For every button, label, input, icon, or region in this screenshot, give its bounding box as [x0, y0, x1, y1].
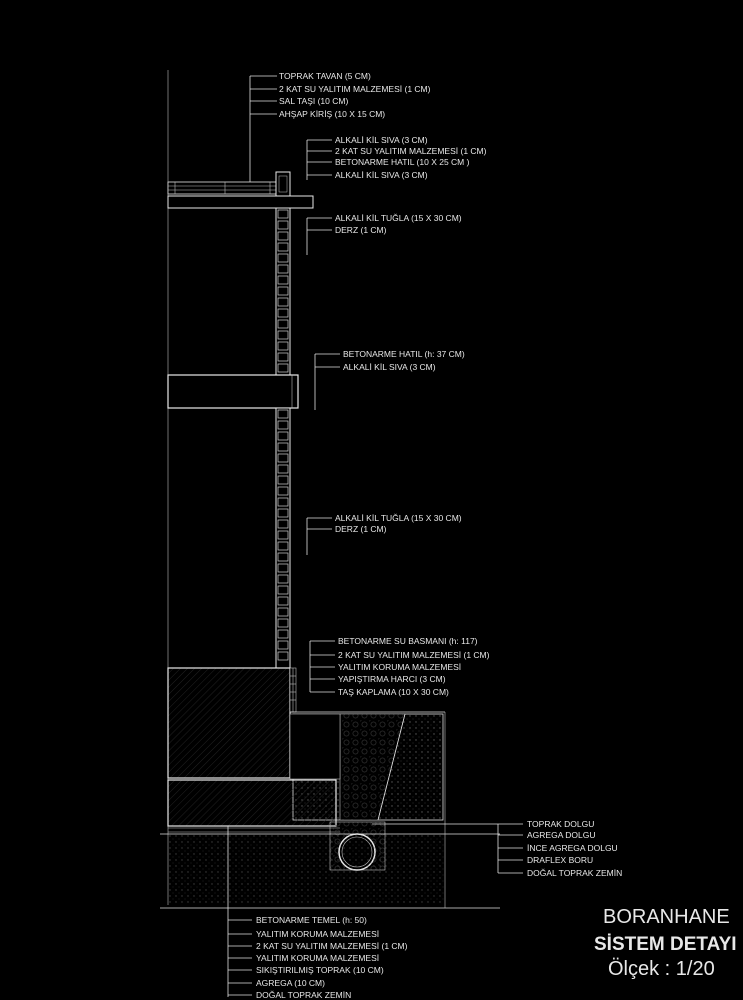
label-yalitim-koruma-2: YALITIM KORUMA MALZEMESİ [256, 953, 380, 963]
labels-plinth [338, 636, 490, 697]
label-betonarme-temel: BETONARME TEMEL (h: 50) [256, 915, 367, 925]
brick [278, 342, 288, 350]
brick [278, 553, 288, 561]
brick [278, 364, 288, 372]
brick [278, 542, 288, 550]
label-su-basmani: BETONARME SU BASMANI (h: 117) [338, 636, 478, 646]
brick [278, 476, 288, 484]
label-betonarme-hatil-mid: BETONARME HATIL (h: 37 CM) [343, 349, 465, 359]
label-derz-upper: DERZ (1 CM) [335, 225, 387, 235]
brick [278, 320, 288, 328]
labels-foundation [256, 915, 408, 1000]
labels-parapet [335, 135, 487, 180]
brick [278, 564, 288, 572]
brick [278, 410, 288, 418]
brick [278, 498, 288, 506]
brick [278, 353, 288, 361]
label-kil-siva-2: ALKALİ KİL SIVA (3 CM) [335, 170, 428, 180]
brick [278, 265, 288, 273]
label-agrega: AGREGA (10 CM) [256, 978, 325, 988]
brick [278, 210, 288, 218]
label-ince-agrega: İNCE AGREGA DOLGU [527, 843, 618, 853]
brick [278, 243, 288, 251]
title-sheet: SİSTEM DETAYI [594, 934, 737, 955]
label-kil-tugla-lower: ALKALİ KİL TUĞLA (15 X 30 CM) [335, 513, 462, 523]
brick [278, 254, 288, 262]
labels-lower-wall [335, 513, 462, 534]
brick-wall-upper [276, 208, 290, 375]
brick [278, 608, 288, 616]
title-project: BORANHANE [603, 906, 730, 928]
roof-assembly [168, 172, 313, 208]
labels-middle-beam [343, 349, 465, 372]
foundation [168, 780, 340, 832]
brick-wall-lower [276, 408, 290, 668]
brick [278, 331, 288, 339]
label-yapistirma-harci: YAPIŞTIRMA HARCI (3 CM) [338, 674, 446, 684]
brick [278, 443, 288, 451]
brick [278, 487, 288, 495]
brick [278, 465, 288, 473]
label-derz-lower: DERZ (1 CM) [335, 524, 387, 534]
brick [278, 641, 288, 649]
brick [278, 421, 288, 429]
title-block [594, 906, 737, 980]
brick [278, 221, 288, 229]
brick [278, 619, 288, 627]
plinth-wall [168, 668, 296, 778]
label-su-yalitim-plinth: 2 KAT SU YALITIM MALZEMESİ (1 CM) [338, 650, 490, 660]
brick [278, 232, 288, 240]
brick [278, 520, 288, 528]
label-sikistirilmis-toprak: SIKIŞTIRILMIŞ TOPRAK (10 CM) [256, 965, 384, 975]
label-kil-tugla-upper: ALKALİ KİL TUĞLA (15 X 30 CM) [335, 213, 462, 223]
label-yalitim-koruma-plinth: YALITIM KORUMA MALZEMESİ [338, 662, 462, 672]
label-draflex-boru: DRAFLEX BORU [527, 855, 594, 865]
brick [278, 287, 288, 295]
label-tas-kaplama: TAŞ KAPLAMA (10 X 30 CM) [338, 687, 449, 697]
labels-upper-wall [335, 213, 462, 235]
label-su-yalitim-foundation: 2 KAT SU YALITIM MALZEMESİ (1 CM) [256, 941, 408, 951]
label-yalitim-koruma-1: YALITIM KORUMA MALZEMESİ [256, 929, 380, 939]
brick [278, 276, 288, 284]
title-scale: Ölçek : 1/20 [608, 958, 715, 980]
labels-roof [279, 71, 431, 119]
label-ahsap-kiris: AHŞAP KİRİŞ (10 X 15 CM) [279, 109, 386, 119]
label-dogal-toprak-right: DOĞAL TOPRAK ZEMİN [527, 868, 623, 878]
label-su-yalitim-parapet: 2 KAT SU YALITIM MALZEMESİ (1 CM) [335, 146, 487, 156]
brick [278, 509, 288, 517]
label-kil-siva-mid: ALKALİ KİL SIVA (3 CM) [343, 362, 436, 372]
brick [278, 597, 288, 605]
label-toprak-dolgu: TOPRAK DOLGU [527, 819, 595, 829]
label-su-yalitim-roof: 2 KAT SU YALITIM MALZEMESİ (1 CM) [279, 84, 431, 94]
brick [278, 298, 288, 306]
brick [278, 586, 288, 594]
brick [278, 575, 288, 583]
label-agrega-dolgu: AGREGA DOLGU [527, 830, 596, 840]
labels-drainage [527, 819, 622, 878]
middle-beam [168, 375, 298, 408]
brick [278, 531, 288, 539]
brick [278, 652, 288, 660]
label-sal-tasi: SAL TAŞI (10 CM) [279, 96, 349, 106]
label-dogal-toprak-bottom: DOĞAL TOPRAK ZEMİN [256, 990, 352, 1000]
brick [278, 309, 288, 317]
brick [278, 432, 288, 440]
label-toprak-tavan: TOPRAK TAVAN (5 CM) [279, 71, 371, 81]
brick [278, 630, 288, 638]
label-kil-siva-1: ALKALİ KİL SIVA (3 CM) [335, 135, 428, 145]
brick [278, 454, 288, 462]
label-betonarme-hatil-top: BETONARME HATIL (10 X 25 CM ) [335, 157, 470, 167]
